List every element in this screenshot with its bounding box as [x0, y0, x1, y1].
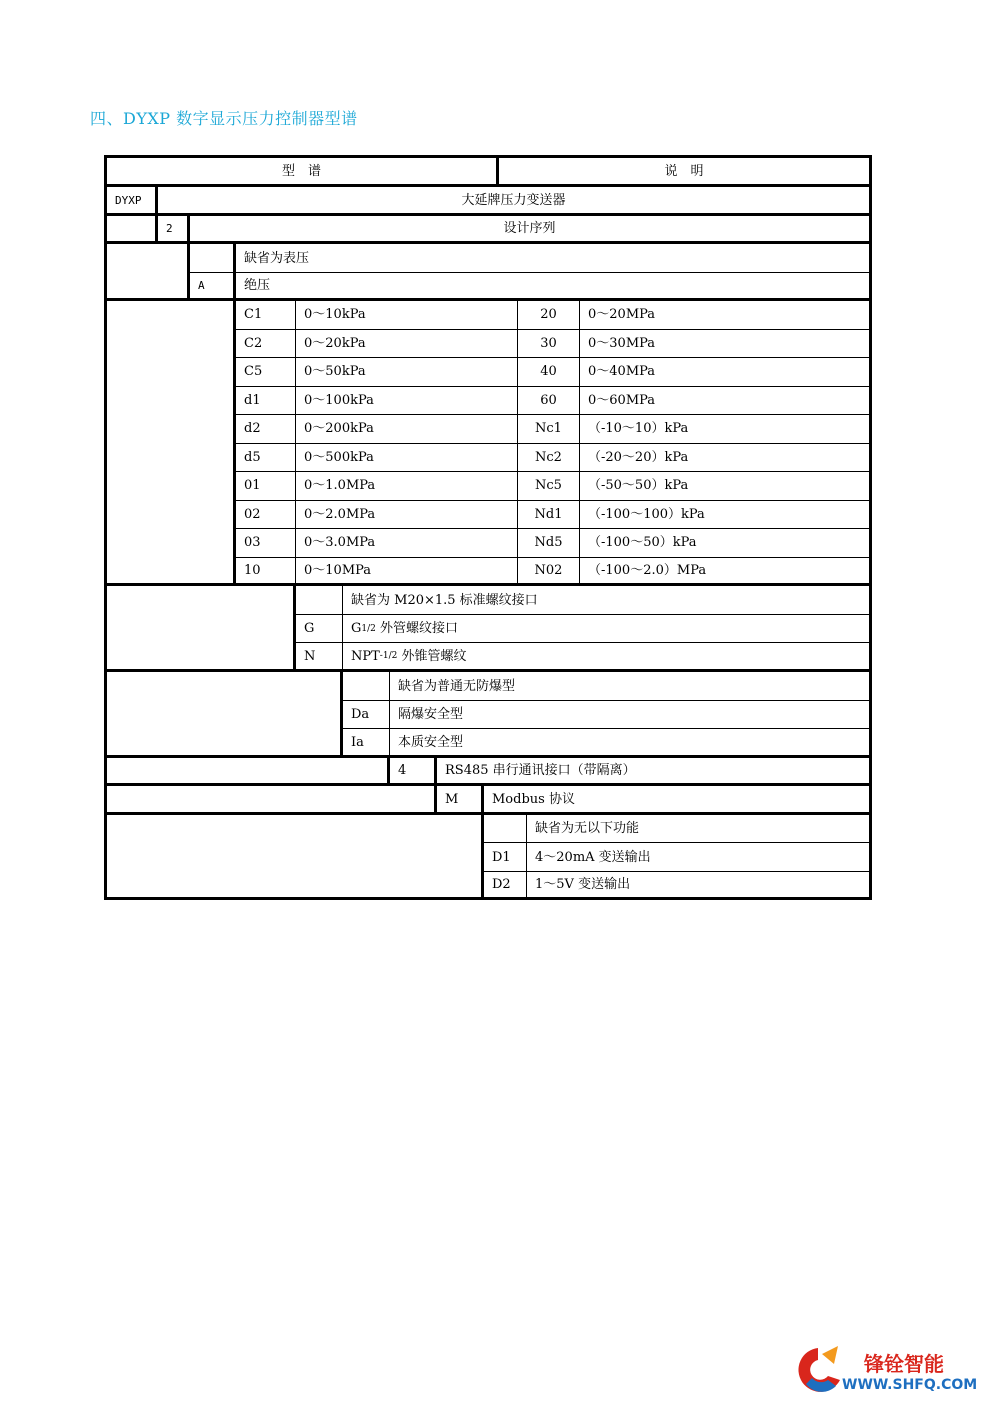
code-thread-n: N: [296, 643, 343, 672]
code-explosion-da: Da: [343, 701, 390, 729]
range-code-right: Nc5: [518, 472, 580, 501]
range-value-right: （-100～2.0）MPa: [580, 558, 869, 587]
range-code-right: Nc2: [518, 444, 580, 473]
desc-thread-n: NPT -1 /2 外锥管螺纹: [343, 643, 869, 672]
range-code-right: 20: [518, 301, 580, 330]
desc-output-default: 缺省为无以下功能: [527, 815, 869, 843]
brand-url: WWW.SHFQ.COM: [842, 1377, 978, 1393]
range-code-left: d1: [236, 387, 296, 416]
code-dyxp: DYXP: [107, 187, 158, 216]
desc-explosion-ia: 本质安全型: [390, 729, 869, 758]
thread-g-prefix: G: [351, 621, 362, 636]
range-value-left: 0～20kPa: [296, 330, 518, 359]
range-code-right: Nc1: [518, 415, 580, 444]
range-value-left: 0～10kPa: [296, 301, 518, 330]
range-code-left: 10: [236, 558, 296, 587]
blank-cell: [107, 672, 343, 758]
code-thread-g: G: [296, 615, 343, 643]
range-value-right: 0～20MPa: [580, 301, 869, 330]
range-value-left: 0～3.0MPa: [296, 529, 518, 558]
page-title: 四、DYXP 数字显示压力控制器型谱: [90, 109, 358, 128]
range-code-left: 01: [236, 472, 296, 501]
desc-output-d1: 4～20mA 变送输出: [527, 843, 869, 872]
header-model: 型 谱: [107, 158, 499, 187]
range-value-left: 0～200kPa: [296, 415, 518, 444]
range-code-right: Nd1: [518, 501, 580, 530]
range-value-right: （-20～20）kPa: [580, 444, 869, 473]
range-value-left: 0～100kPa: [296, 387, 518, 416]
thread-g-tail: 外管螺纹接口: [375, 621, 459, 636]
range-value-left: 0～2.0MPa: [296, 501, 518, 530]
code-series: 2: [158, 216, 190, 244]
thread-n-tail: 外锥管螺纹: [397, 648, 467, 664]
range-code-left: C2: [236, 330, 296, 359]
desc-absolute: 绝压: [236, 273, 869, 301]
blank-code-cell: [190, 244, 236, 273]
code-output-d1: D1: [484, 843, 527, 872]
blank-cell: [107, 586, 296, 672]
range-value-right: （-50～50）kPa: [580, 472, 869, 501]
code-explosion-ia: Ia: [343, 729, 390, 758]
range-code-left: d2: [236, 415, 296, 444]
blank-cell: [107, 216, 158, 244]
desc-comm: RS485 串行通讯接口（带隔离）: [437, 758, 869, 786]
code-absolute: A: [190, 273, 236, 301]
range-value-left: 0～50kPa: [296, 358, 518, 387]
code-output-d2: D2: [484, 872, 527, 897]
blank-code-cell: [296, 586, 343, 615]
range-code-right: 60: [518, 387, 580, 416]
code-protocol: M: [437, 786, 484, 815]
desc-gauge-default: 缺省为表压: [236, 244, 869, 273]
model-spec-table: [104, 155, 872, 900]
range-value-right: 0～40MPa: [580, 358, 869, 387]
code-comm: 4: [390, 758, 437, 786]
range-value-right: 0～30MPa: [580, 330, 869, 359]
range-code-left: 03: [236, 529, 296, 558]
range-code-left: d5: [236, 444, 296, 473]
range-code-right: N02: [518, 558, 580, 587]
header-desc: 说 明: [499, 158, 869, 187]
range-value-right: （-10～10）kPa: [580, 415, 869, 444]
desc-explosion-default: 缺省为普通无防爆型: [390, 672, 869, 701]
desc-explosion-da: 隔爆安全型: [390, 701, 869, 729]
desc-protocol: Modbus 协议: [484, 786, 869, 815]
desc-output-d2: 1～5V 变送输出: [535, 877, 631, 892]
range-code-left: 02: [236, 501, 296, 530]
blank-code-cell: [484, 815, 527, 843]
range-value-left: 0～1.0MPa: [296, 472, 518, 501]
brand-name: 锋铨智能: [864, 1352, 944, 1376]
blank-cell: [107, 758, 390, 786]
range-code-left: C1: [236, 301, 296, 330]
range-code-right: 30: [518, 330, 580, 359]
range-code-right: 40: [518, 358, 580, 387]
blank-cell: [107, 301, 236, 586]
desc-thread-default: 缺省为 M20×1.5 标准螺纹接口: [343, 586, 869, 615]
blank-cell: [107, 786, 437, 815]
range-value-left: 0～500kPa: [296, 444, 518, 473]
range-value-right: （-100～100）kPa: [580, 501, 869, 530]
range-value-left: 0～10MPa: [296, 558, 518, 587]
range-value-right: 0～60MPa: [580, 387, 869, 416]
range-code-right: Nd5: [518, 529, 580, 558]
thread-n-prefix: NPT: [351, 648, 380, 664]
range-code-left: C5: [236, 358, 296, 387]
desc-thread-g: G 1 /2 外管螺纹接口: [343, 615, 869, 643]
blank-code-cell: [343, 672, 390, 701]
range-value-right: （-100～50）kPa: [580, 529, 869, 558]
desc-series: 设计序列: [190, 216, 869, 244]
blank-cell: [107, 244, 190, 301]
blank-cell: [107, 815, 484, 897]
desc-dyxp: 大延牌压力变送器: [158, 187, 869, 216]
